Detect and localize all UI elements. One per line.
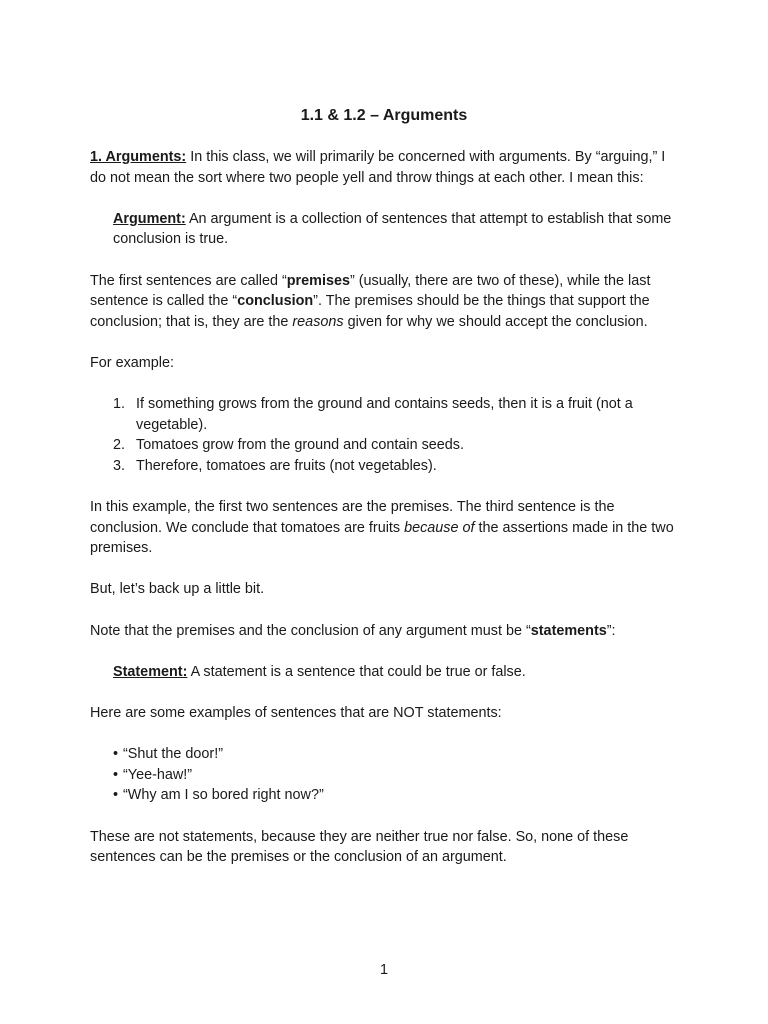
argument-definition xyxy=(113,209,682,250)
example-explanation-paragraph xyxy=(90,497,682,559)
list-number: 1. xyxy=(113,396,126,413)
explanation-text-2: the assertions made in the two premises. xyxy=(90,519,674,557)
spacer xyxy=(90,374,682,395)
statements-note-paragraph xyxy=(90,621,682,642)
statement-definition xyxy=(113,662,682,683)
body-content xyxy=(90,147,682,868)
for-example-label: For example: xyxy=(90,354,174,371)
closing-paragraph: These are not statements, because they are neither true nor false. So, none of these sentences can be the premises or the conclusion of an argument. xyxy=(90,828,629,866)
list-item-text: Therefore, tomatoes are fruits (not vegetables). xyxy=(136,457,437,474)
premises-text-1: The first sentences are called “ xyxy=(90,272,287,289)
list-item xyxy=(90,744,682,765)
argument-definition-text: An argument is a collection of sentences that attempt to establish that some conclusion is true. xyxy=(113,210,672,248)
non-statement-examples-list xyxy=(90,744,682,806)
spacer xyxy=(90,188,682,209)
list-item xyxy=(90,435,682,456)
list-number: 3. xyxy=(113,457,126,474)
statement-definition-text: A statement is a sentence that could be true or false. xyxy=(187,663,526,680)
list-item-text: “Shut the door!” xyxy=(123,746,223,763)
section-heading-arguments: 1. Arguments: xyxy=(90,149,187,165)
premises-text-2: ” (usually, there are two of these), while the last sentence is called the “ xyxy=(90,272,651,310)
list-item-text: If something grows from the ground and contains seeds, then it is a fruit (not a vegetable). xyxy=(136,396,633,433)
list-item xyxy=(90,394,682,435)
list-item-text: “Why am I so bored right now?” xyxy=(123,787,324,804)
statements-term: statements xyxy=(530,622,607,639)
bullet-icon: • xyxy=(113,787,119,804)
example-argument-list xyxy=(90,394,682,476)
arguments-intro-text: In this class, we will primarily be concerned with arguments. By “arguing,” I do not mean the sort where two people yell and throw things at each other. I mean this: xyxy=(90,149,666,186)
arguments-intro-paragraph xyxy=(90,147,682,188)
spacer xyxy=(90,477,682,498)
back-up-sentence: But, let’s back up a little bit. xyxy=(90,581,265,598)
page-number: 1 xyxy=(379,962,388,978)
list-item-text: “Yee-haw!” xyxy=(123,766,193,783)
non-statements-intro: Here are some examples of sentences that are NOT statements: xyxy=(90,705,502,722)
spacer xyxy=(90,250,682,271)
premises-term: premises xyxy=(286,272,350,289)
premises-paragraph xyxy=(90,271,682,333)
spacer xyxy=(90,682,682,703)
premises-text-4: given for why we should accept the conclusion. xyxy=(343,313,648,330)
because-of-emphasis: because of xyxy=(404,519,475,536)
premises-text-3: ”. The premises should be the things that support the conclusion; that is, they are the xyxy=(90,293,650,330)
reasons-emphasis: reasons xyxy=(292,313,344,330)
spacer xyxy=(90,806,682,827)
statement-term: Statement: xyxy=(113,663,188,680)
note-text-2: ”: xyxy=(606,622,616,639)
spacer xyxy=(90,332,682,353)
argument-term: Argument: xyxy=(113,210,186,227)
spacer xyxy=(90,600,682,621)
spacer xyxy=(90,641,682,662)
spacer xyxy=(90,559,682,580)
list-item-text: Tomatoes grow from the ground and contain seeds. xyxy=(136,437,464,454)
page-title: 1.1 & 1.2 – Arguments xyxy=(300,107,468,124)
list-number: 2. xyxy=(113,437,126,454)
conclusion-term: conclusion xyxy=(237,293,314,310)
bullet-icon: • xyxy=(113,766,119,783)
list-item xyxy=(90,765,682,786)
spacer xyxy=(90,724,682,745)
bullet-icon: • xyxy=(113,746,119,763)
note-text-1: Note that the premises and the conclusion of any argument must be “ xyxy=(90,622,531,639)
explanation-text-1: In this example, the first two sentences are the premises. The third sentence is the conclusion. We conclude that tomatoes are fruits xyxy=(90,499,615,536)
list-item xyxy=(90,785,682,806)
list-item xyxy=(90,456,682,477)
